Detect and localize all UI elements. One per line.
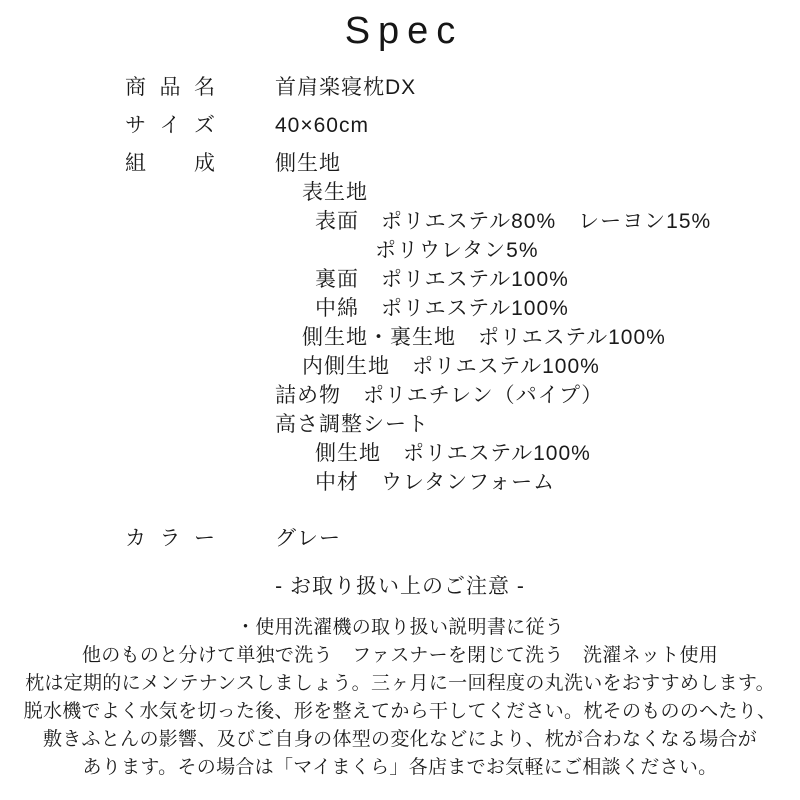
- notice-line: ・使用洗濯機の取り扱い説明書に従う: [235, 617, 565, 638]
- label-char: 成: [194, 151, 215, 175]
- spec-table: [125, 72, 800, 553]
- spec-label-product-name: [125, 77, 215, 98]
- label-char: ラ: [159, 526, 181, 550]
- composition-line: 内側生地 ポリエステル100%: [302, 355, 600, 378]
- spec-row-composition: [125, 148, 800, 178]
- notice-line: あります。その場合は「マイまくら」各店までお気軽にご相談ください。: [82, 757, 718, 778]
- label-char: 名: [194, 75, 215, 99]
- label-char: ー: [194, 526, 215, 550]
- composition-list: [275, 178, 800, 497]
- spec-label-size: [125, 115, 215, 136]
- label-char: カ: [125, 526, 146, 550]
- label-char: 品: [159, 75, 181, 99]
- notice-line: 枕は定期的にメンテナンスしましょう。三ヶ月に一回程度の丸洗いをおすすめします。: [25, 673, 775, 694]
- composition-line: ポリウレタン5%: [375, 239, 539, 262]
- care-notice-section: [0, 573, 800, 782]
- spec-row-size: [125, 110, 800, 140]
- spec-label-composition: [125, 153, 215, 174]
- page-title: Spec: [344, 10, 464, 52]
- spec-value-size: 40×60cm: [275, 113, 369, 137]
- composition-line: 表面 ポリエステル80% レーヨン15%: [315, 210, 712, 233]
- composition-line: 詰め物 ポリエチレン（パイプ）: [275, 384, 604, 407]
- notice-heading: - お取り扱い上のご注意 -: [275, 575, 525, 598]
- label-char: 商: [125, 75, 146, 99]
- spec-row-color: [125, 523, 800, 553]
- spec-value-color: グレー: [275, 526, 341, 550]
- label-char: イ: [159, 113, 181, 137]
- composition-line: 中材 ウレタンフォーム: [315, 471, 556, 494]
- composition-line: 側生地・裏生地 ポリエステル100%: [302, 326, 666, 349]
- notice-line: 敷きふとんの影響、及びご自身の体型の変化などにより、枕が合わなくなる場合が: [42, 729, 758, 750]
- spec-value-product-name: 首肩楽寝枕DX: [275, 75, 417, 99]
- composition-line: 中綿 ポリエステル100%: [315, 297, 569, 320]
- label-char: ズ: [194, 113, 215, 137]
- spec-label-color: [125, 528, 215, 549]
- composition-line: 高さ調整シート: [275, 413, 429, 436]
- composition-line: 側生地 ポリエステル100%: [315, 442, 591, 465]
- spec-row-product-name: [125, 72, 800, 102]
- notice-line: 脱水機でよく水気を切った後、形を整えてから干してください。枕そのもののへたり、: [23, 701, 777, 722]
- composition-line: 表生地: [302, 181, 368, 204]
- label-char: 組: [125, 151, 146, 175]
- composition-line: 裏面 ポリエステル100%: [315, 268, 569, 291]
- spec-value-composition: 側生地: [275, 151, 341, 175]
- label-char: サ: [125, 113, 146, 137]
- notice-line: 他のものと分けて単独で洗う ファスナーを閉じて洗う 洗濯ネット使用: [81, 645, 719, 666]
